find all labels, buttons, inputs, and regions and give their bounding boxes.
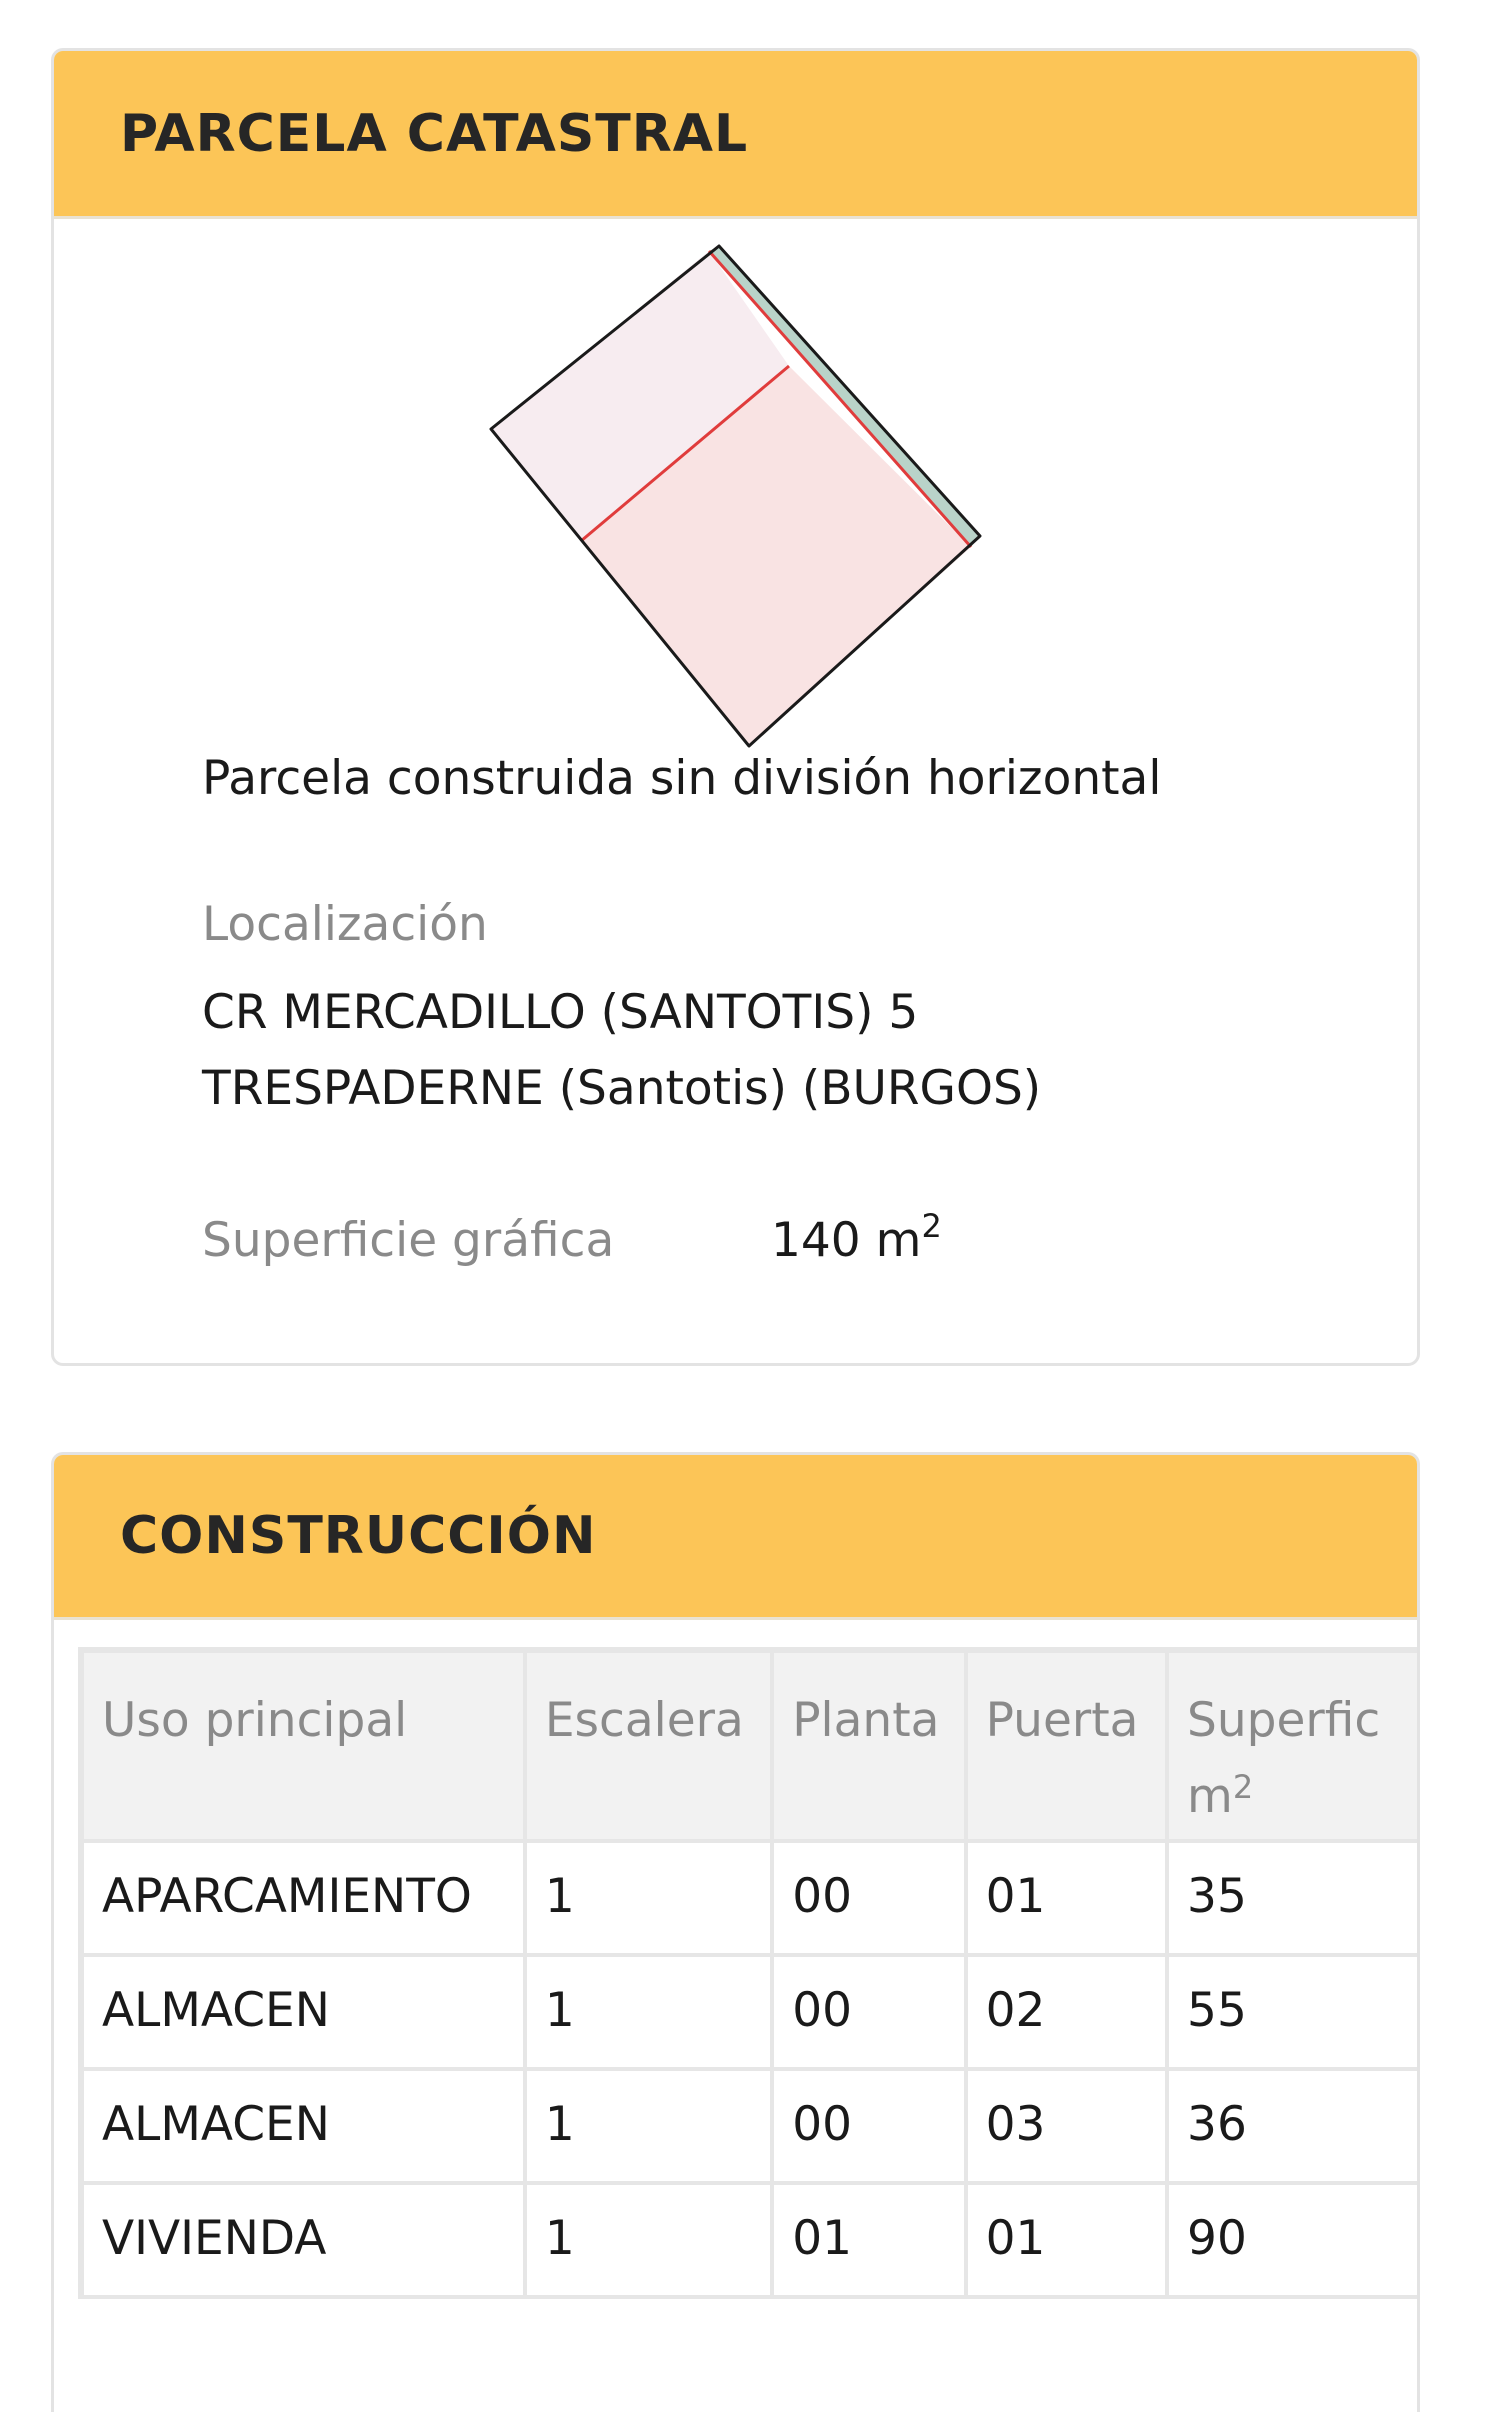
cell-planta: 01 — [774, 2185, 967, 2299]
construccion-card — [51, 1452, 1420, 2412]
cell-escalera: 1 — [527, 2071, 774, 2185]
cell-uso: ALMACEN — [84, 1957, 527, 2071]
col-puerta: Puerta — [968, 1653, 1169, 1843]
col-superficie-unit-exp: 2 — [1232, 1768, 1254, 1806]
superficie-unit-exp: 2 — [921, 1207, 942, 1245]
cell-superficie: 55 — [1169, 1957, 1420, 2071]
cell-escalera: 1 — [527, 1843, 774, 1957]
col-planta: Planta — [774, 1653, 967, 1843]
col-uso-principal: Uso principal — [84, 1653, 527, 1843]
superficie-number: 140 m — [771, 1213, 922, 1268]
superficie-value — [771, 1207, 942, 1268]
table-row — [84, 1957, 1420, 2071]
col-superficie-label: Superfic — [1187, 1693, 1381, 1748]
cell-uso: ALMACEN — [84, 2071, 527, 2185]
table-row — [84, 2071, 1420, 2185]
construccion-title: CONSTRUCCIÓN — [120, 1506, 597, 1566]
cell-superficie: 35 — [1169, 1843, 1420, 1957]
col-escalera: Escalera — [527, 1653, 774, 1843]
table-row — [84, 2185, 1420, 2299]
cell-puerta: 03 — [968, 2071, 1169, 2185]
parcela-description: Parcela construida sin división horizontal — [202, 751, 1162, 806]
construccion-table-scroll[interactable] — [78, 1647, 1420, 2299]
localizacion-line2: TRESPADERNE (Santotis) (BURGOS) — [202, 1061, 1042, 1116]
cell-planta: 00 — [774, 1957, 967, 2071]
parcela-card — [51, 48, 1420, 1366]
cell-superficie: 90 — [1169, 2185, 1420, 2299]
cell-planta: 00 — [774, 1843, 967, 1957]
cell-puerta: 01 — [968, 2185, 1169, 2299]
cell-escalera: 1 — [527, 2185, 774, 2299]
construccion-header — [54, 1455, 1417, 1620]
table-header-row — [84, 1653, 1420, 1843]
col-superficie — [1169, 1653, 1420, 1843]
parcela-title: PARCELA CATASTRAL — [120, 103, 749, 164]
cell-uso: VIVIENDA — [84, 2185, 527, 2299]
localizacion-line1: CR MERCADILLO (SANTOTIS) 5 — [202, 985, 919, 1040]
localizacion-label: Localización — [202, 897, 488, 952]
parcel-map[interactable] — [54, 51, 1420, 811]
cell-escalera: 1 — [527, 1957, 774, 2071]
construccion-table — [78, 1647, 1420, 2299]
cell-puerta: 02 — [968, 1957, 1169, 2071]
superficie-label: Superficie gráfica — [202, 1213, 615, 1268]
cell-superficie: 36 — [1169, 2071, 1420, 2185]
cell-planta: 00 — [774, 2071, 967, 2185]
cell-uso: APARCAMIENTO — [84, 1843, 527, 1957]
cell-puerta: 01 — [968, 1843, 1169, 1957]
table-row — [84, 1843, 1420, 1957]
col-superficie-unit: m — [1187, 1769, 1233, 1824]
